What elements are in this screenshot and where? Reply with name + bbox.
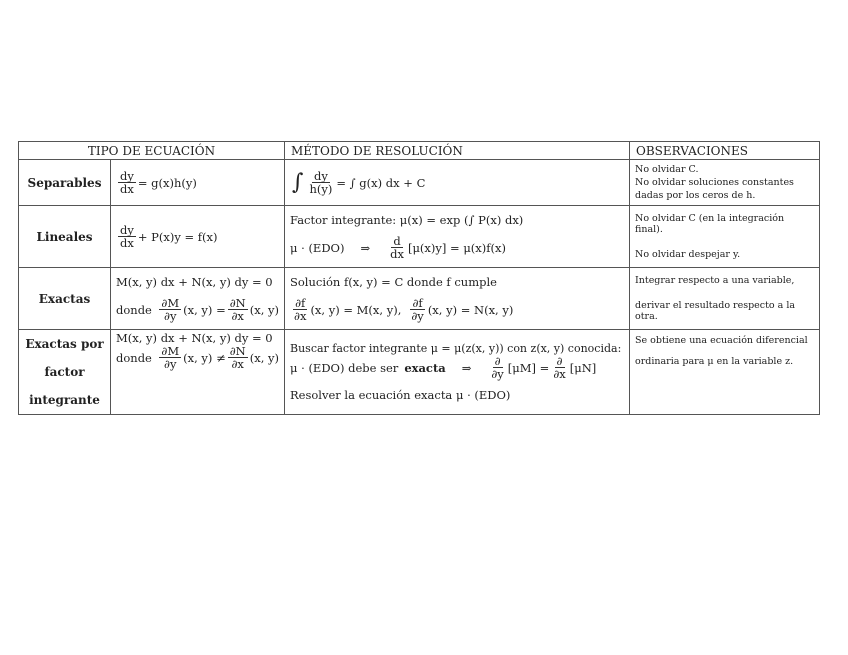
equation-post: [μN]	[569, 360, 597, 375]
implies-arrow: ⇒	[360, 240, 371, 255]
row-name: Separables	[19, 160, 111, 206]
table-row	[19, 206, 820, 268]
equation-mid: (x, y) ≠	[183, 350, 226, 365]
equation-post: (x, y)	[249, 302, 279, 317]
metodo-pre: μ · (EDO)	[290, 240, 345, 255]
fraction: $\frac{\partial f}{\partial x}$	[294, 296, 307, 323]
header-metodo: MÉTODO DE RESOLUCIÓN	[285, 142, 630, 160]
equation-mid: (x, y) =	[183, 302, 226, 317]
header-observaciones: OBSERVACIONES	[630, 142, 820, 160]
fraction: $\frac{\partial}{\partial y}$	[491, 354, 504, 381]
fraction: $\frac{\partial M}{\partial y}$	[161, 344, 180, 371]
equation-mid: [μM] =	[507, 360, 550, 375]
implies-arrow: ⇒	[461, 360, 472, 375]
equation-rest: = ∫ g(x) dx + C	[336, 175, 426, 190]
metodo-cell	[285, 160, 630, 206]
obs-line: Se obtiene una ecuación diferencial	[635, 335, 808, 346]
metodo-post: [μ(x)y] = μ(x)f(x)	[407, 240, 506, 255]
fraction: $\frac{\partial}{\partial x}$	[553, 354, 566, 381]
metodo-pre: μ · (EDO) debe ser	[290, 360, 399, 375]
metodo-line-1: Solución f(x, y) = C donde f cumple	[290, 275, 497, 289]
equation-mid: (x, y) = M(x, y),	[310, 302, 402, 317]
row-name: Exactas	[19, 268, 111, 330]
observaciones-cell	[630, 160, 820, 206]
metodo-line-1: Factor integrante: μ(x) = exp (∫ P(x) dx)	[290, 213, 524, 227]
row-name: Lineales	[19, 206, 111, 268]
fraction: $\frac{\partial N}{\partial x}$	[229, 344, 246, 371]
row-name: Exactas por factor integrante	[19, 330, 111, 415]
header-tipo: TIPO DE ECUACIÓN	[19, 142, 285, 160]
header-row	[19, 142, 820, 160]
fraction: $\frac{\partial N}{\partial x}$	[229, 296, 246, 323]
tipo-cell	[111, 330, 285, 415]
observaciones-cell	[630, 206, 820, 268]
equation-post: (x, y)	[249, 350, 279, 365]
donde-label: donde	[116, 302, 152, 317]
table-row	[19, 268, 820, 330]
equation-rhs: = g(x)h(y)	[137, 175, 197, 190]
tipo-line-1: M(x, y) dx + N(x, y) dy = 0	[116, 275, 273, 289]
tipo-cell	[111, 268, 285, 330]
obs-line: No olvidar despejar y.	[635, 249, 741, 260]
metodo-line-1: Buscar factor integrante μ = μ(z(x, y)) con z(x, y) conocida:	[290, 342, 622, 355]
obs-line: derivar el resultado respecto a la otra.	[635, 300, 796, 322]
metodo-cell	[285, 268, 630, 330]
obs-line: No olvidar C (en la integración final).	[635, 213, 785, 235]
fraction: $\frac{dy}{dx}$	[120, 223, 134, 250]
table-row	[19, 160, 820, 206]
fraction: $\frac{\partial M}{\partial y}$	[161, 296, 180, 323]
fraction: $\frac{d}{dx}$	[390, 234, 404, 261]
observaciones-cell	[630, 330, 820, 415]
tipo-cell	[111, 160, 285, 206]
observaciones-cell	[630, 268, 820, 330]
obs-line: dadas por los ceros de h.	[635, 190, 756, 201]
tipo-cell	[111, 206, 285, 268]
metodo-cell	[285, 330, 630, 415]
equation-rhs: + P(x)y = f(x)	[137, 229, 218, 244]
fraction: $\frac{\partial f}{\partial y}$	[411, 296, 424, 323]
tipo-line-1: M(x, y) dx + N(x, y) dy = 0	[116, 331, 273, 345]
fraction: $\frac{dy}{h(y)}$	[309, 169, 333, 196]
metodo-cell	[285, 206, 630, 268]
obs-line: No olvidar C.	[635, 164, 699, 175]
equation-mid: (x, y) = N(x, y)	[427, 302, 514, 317]
metodo-line-3: Resolver la ecuación exacta μ · (EDO)	[290, 388, 511, 402]
ode-summary-table	[18, 141, 820, 415]
exacta-label: exacta	[404, 360, 446, 375]
table-row	[19, 330, 820, 415]
obs-line: No olvidar soluciones constantes	[635, 177, 794, 188]
obs-line: Integrar respecto a una variable,	[635, 275, 795, 286]
fraction: $\frac{dy}{dx}$	[120, 169, 134, 196]
donde-label: donde	[116, 350, 152, 365]
obs-line: ordinaria para μ en la variable z.	[635, 356, 794, 367]
integral-sign: ∫	[292, 169, 304, 195]
